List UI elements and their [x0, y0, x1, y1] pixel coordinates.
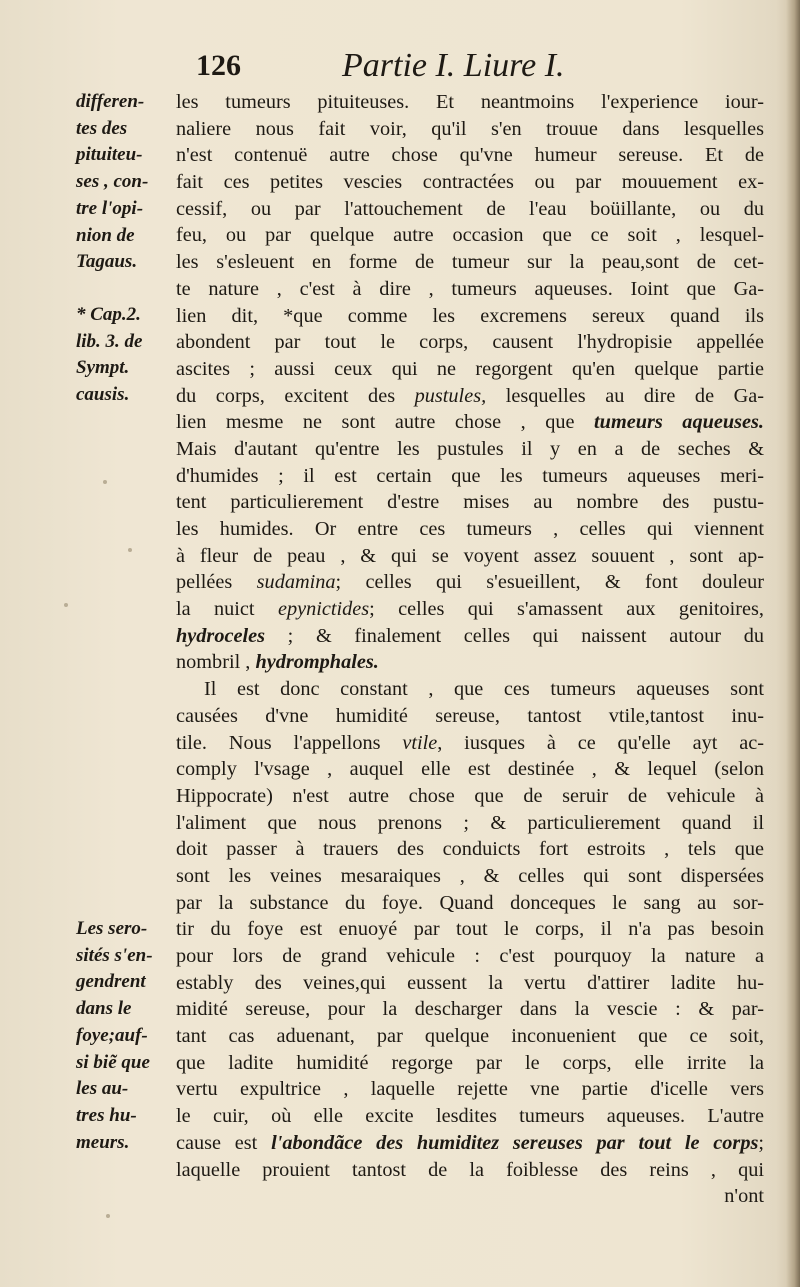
text-line: comply l'vsage , auquel elle est destinée , & lequel (selon: [176, 758, 764, 781]
text-line: le cuir, où elle excite lesdites tumeurs aqueuses. L'autre: [176, 1105, 764, 1128]
text-line: vertu expultrice , laquelle rejette vne partie d'icelle vers: [176, 1078, 764, 1101]
italic-term: hydromphales.: [255, 651, 379, 674]
text-line: nombril , hydromphales.: [176, 651, 379, 674]
text-line: tile. Nous l'appellons vtile, iusques à ce qu'elle ayt ac-: [176, 731, 764, 754]
text-line: doit passer à trauers des conduicts fort estroits , tels que: [176, 838, 764, 861]
running-header: [196, 44, 636, 88]
italic-term: tumeurs aqueuses.: [594, 411, 765, 434]
text-line: tant cas aduenant, par quelque inconuenient que ce soit,: [176, 1025, 764, 1048]
text-line: par la substance du foye. Quand donceques le sang au sor-: [176, 891, 764, 914]
text-line: tent particulierement d'estre mises au nombre des pustu-: [176, 491, 764, 514]
text-line: feu, ou par quelque autre occasion que ce soit , lesquel-: [176, 224, 764, 247]
text-line: naliere nous fait voir, qu'il s'en trouue dans lesquelles: [176, 117, 764, 140]
page-number: 126: [196, 49, 241, 82]
italic-term: hydroceles: [176, 624, 265, 647]
margin-note-differentes: differen- tes des pituiteu- ses , con- tre l'opi- nion de Tagaus.: [76, 91, 149, 273]
text-line: hydroceles ; & finalement celles qui naissent autour du: [176, 624, 764, 647]
text-line: abondent par tout le corps, causent l'hydropisie appellée: [176, 331, 764, 354]
ink-speck: [128, 548, 132, 552]
margin-note-citation: * Cap.2. lib. 3. de Sympt. causis.: [76, 304, 143, 406]
catchword: n'ont: [724, 1185, 764, 1208]
text-line: du corps, excitent des pustules, lesquelles au dire de Ga-: [176, 384, 764, 407]
text-line: tir du foye est enuoyé par tout le corps, il n'a pas besoin: [176, 918, 764, 941]
text-line: midité sereuse, pour la descharger dans la vescie : & par-: [176, 998, 764, 1021]
text-line: les tumeurs pituiteuses. Et neantmoins l'experience iour-: [176, 91, 764, 113]
text-line: ascites ; aussi ceux qui ne regorgent qu'en quelque partie: [176, 357, 764, 380]
text-line: Il est donc constant , que ces tumeurs aqueuses sont: [204, 678, 764, 701]
body-text: [176, 89, 764, 1210]
italic-term: sudamina: [256, 571, 336, 594]
italic-term: epynictides: [277, 598, 370, 621]
italic-term: l'abondãce des humiditez sereuses par tout le corps: [271, 1131, 759, 1154]
text-line: causées d'vne humidité sereuse, tantost vtile,tantost inu-: [176, 704, 764, 727]
text-line: les humides. Or entre ces tumeurs , celles qui viennent: [176, 518, 764, 540]
italic-term: vtile: [402, 731, 438, 754]
margin-note-serosites: Les sero- sités s'en- gendrent dans le foye;auf- si biẽ que les au- tres hu- meurs.: [76, 918, 153, 1153]
text-line: cause est l'abondãce des humiditez sereuses par tout le corps;: [176, 1131, 764, 1154]
text-line: n'est contenuë autre chose qu'vne humeur sereuse. Et de: [176, 144, 764, 167]
text-line: à fleur de peau , & qui se voyent assez souuent , sont ap-: [176, 544, 764, 567]
ink-speck: [64, 603, 68, 607]
text-line: estably des veines,qui eussent la vertu d'attirer ladite hu-: [176, 971, 764, 994]
text-line: l'aliment que nous prenons ; & particulierement quand il: [176, 811, 764, 834]
text-line: lien dit, *que comme les excremens sereux quand ils: [176, 304, 764, 327]
text-line: pour lors de grand vehicule : c'est pourquoy la nature a: [176, 945, 764, 967]
text-line: la nuict epynictides; celles qui s'amassent aux genitoires,: [176, 598, 764, 621]
text-line: Hippocrate) n'est autre chose que de seruir de vehicule à: [176, 784, 764, 807]
text-line: cessif, ou par l'attouchement de l'eau boüillante, ou du: [176, 197, 764, 220]
ink-speck: [106, 1214, 110, 1218]
text-line: les s'esleuent en forme de tumeur sur la peau,sont de cet-: [176, 251, 764, 274]
text-line: te nature , c'est à dire , tumeurs aqueuses. Ioint que Ga-: [176, 277, 764, 300]
text-line: Mais d'autant qu'entre les pustules il y en a de seches &: [176, 437, 764, 460]
page-edge-shadow: [786, 0, 800, 1287]
text-line: d'humides ; il est certain que les tumeurs aqueuses meri-: [176, 464, 764, 487]
italic-term: pustules,: [414, 384, 487, 407]
text-line: pellées sudamina; celles qui s'esueillent, & font douleur: [176, 571, 765, 594]
running-title: Partie I. Liure I.: [342, 47, 565, 84]
text-line: laquelle prouient tantost de la foiblesse des reins , qui: [176, 1158, 764, 1181]
text-line: sont les veines mesaraiques , & celles qui sont dispersées: [176, 864, 764, 887]
text-line: que ladite humidité regorge par le corps, elle irrite la: [176, 1051, 764, 1074]
ink-speck: [103, 480, 107, 484]
text-line: fait ces petites vescies contractées ou par mouuement ex-: [176, 171, 764, 194]
text-line: lien mesme ne sont autre chose , que tumeurs aqueuses.: [176, 411, 765, 434]
